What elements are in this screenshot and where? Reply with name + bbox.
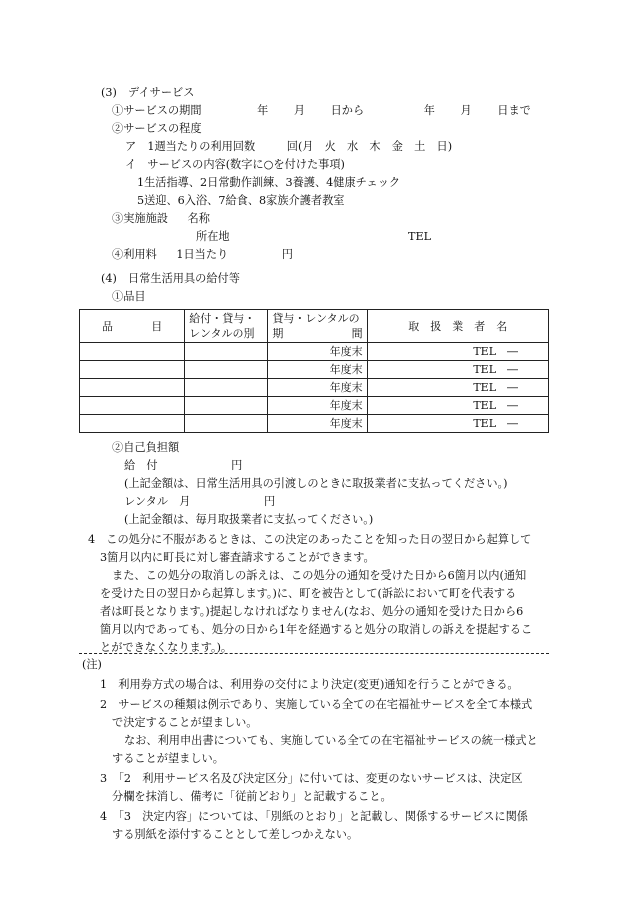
dealer-tel-cell: TEL ―	[367, 379, 548, 397]
rental-label: レンタル 月	[124, 495, 191, 508]
self-burden-label: ②自己負担額	[112, 441, 180, 454]
service-period-row	[112, 103, 531, 118]
start-year: 年	[257, 104, 269, 117]
facility-name-label: 名称	[187, 212, 210, 225]
appeal-line-2: 3箇月以内に町長に対し審査請求することができます。	[100, 551, 375, 564]
note-3-line-1: 3 「2 利用サービス名及び決定区分」に付いては、変更のないサービスは、決定区	[100, 772, 523, 785]
note-4-line-2: する別紙を添付することとして差しつかえない。	[112, 828, 359, 841]
equipment-table	[79, 309, 549, 433]
fee-yen: 円	[281, 248, 293, 261]
note-2-line-2: で決定することが望ましい。	[112, 716, 258, 729]
kyufu-note: (上記金額は、日常生活用具の引渡しのときに取扱業者に支払ってください。)	[124, 477, 508, 490]
appeal-line-3: また、この処分の取消しの訴えは、この処分の通知を受けた日から6箇月以内(通知	[112, 569, 527, 582]
dealer-tel-cell: TEL ―	[367, 415, 548, 433]
fee-row	[112, 247, 293, 262]
rental-note: (上記金額は、毎月取扱業者に支払ってください。)	[124, 513, 374, 526]
dealer-tel-cell: TEL ―	[367, 343, 548, 361]
table-header-row	[80, 310, 549, 343]
note-2-line-1: 2 サービスの種類は例示であり、実施している全ての在宅福祉サービスを全て本様式	[100, 698, 533, 711]
period-cell: 年度末	[268, 415, 367, 433]
appeal-line-4: を受けた日の翌日から起算します。)に、町を被告として(訴訟において町を代表する	[100, 587, 517, 600]
table-row	[80, 379, 549, 397]
facility-address-label: 所在地	[196, 230, 230, 243]
kyufu-row	[124, 458, 242, 473]
kyufu-label: 給 付	[124, 459, 158, 472]
fee-label: ④利用料	[112, 248, 157, 261]
fee-per-day: 1日当たり	[176, 248, 229, 261]
dashed-divider	[79, 653, 549, 654]
end-month: 月	[460, 104, 472, 117]
service-period-label: ①サービスの期間	[112, 104, 202, 117]
header-type: 給付・貸与・ レンタルの別	[185, 310, 268, 343]
service-content-label: イ サービスの内容(数字に○を付けた事項)	[125, 158, 345, 171]
table-row	[80, 397, 549, 415]
appeal-line-6: 箇月以内であっても、処分の日から1年を経過すると処分の取消しの訴えを提起するこ	[100, 623, 533, 636]
facility-label: ③実施施設	[112, 212, 168, 225]
table-row	[80, 343, 549, 361]
header-item: 品 目	[80, 310, 185, 343]
note-2-line-4: することが望ましい。	[112, 752, 224, 765]
period-cell: 年度末	[268, 343, 367, 361]
header-period: 貸与・レンタルの 期 間	[268, 310, 367, 343]
section-3-heading: (3) デイサービス	[101, 86, 195, 99]
appeal-line-7: とができなくなります。)。	[100, 641, 233, 654]
note-3-line-2: 分欄を抹消し、備考に「従前どおり」と記載すること。	[112, 790, 392, 803]
appeal-line-1: 4 この処分に不服があるときは、この決定のあったことを知った日の翌日から起算して	[88, 533, 532, 546]
header-dealer: 取 扱 業 者 名	[367, 310, 548, 343]
section-4-heading: (4) 日常生活用具の給付等	[101, 272, 240, 285]
service-items-line-2: 5送迎、6入浴、7給食、8家族介護者教室	[137, 194, 345, 207]
item-label: ①品目	[112, 290, 146, 303]
dealer-tel-cell: TEL ―	[367, 361, 548, 379]
notes-heading: (注)	[82, 658, 102, 671]
note-2-line-3: なお、利用申出書についても、実施している全ての在宅福祉サービスの統一様式と	[124, 734, 538, 747]
period-cell: 年度末	[268, 397, 367, 415]
end-day: 日まで	[497, 104, 531, 117]
dealer-tel-cell: TEL ―	[367, 397, 548, 415]
service-degree-label: ②サービスの程度	[112, 122, 202, 135]
start-month: 月	[293, 104, 306, 117]
facility-tel-label: TEL	[408, 230, 432, 243]
appeal-line-5: 者は町長となります。)提起しなければなりません(なお、処分の通知を受けた日から6	[100, 605, 524, 618]
weekly-usage-row	[125, 139, 452, 154]
note-1: 1 利用券方式の場合は、利用券の交付により決定(変更)通知を行うことができる。	[100, 678, 519, 691]
rental-yen: 円	[263, 495, 276, 508]
start-day: 日から	[330, 104, 365, 117]
rental-row	[124, 494, 275, 509]
period-cell: 年度末	[268, 361, 367, 379]
service-items-line-1: 1生活指導、2日常動作訓練、3養護、4健康チェック	[137, 176, 401, 189]
table-row	[80, 361, 549, 379]
weekly-usage-label: ア 1週当たりの利用回数	[125, 140, 256, 153]
note-4-line-1: 4 「3 決定内容」については、「別紙のとおり」と記載し、関係するサービスに関係	[100, 810, 528, 823]
table-row	[80, 415, 549, 433]
facility-row	[112, 211, 210, 226]
weekly-usage-days: 回(月 火 水 木 金 土 日)	[286, 140, 453, 153]
end-year: 年	[423, 104, 435, 117]
period-cell: 年度末	[268, 379, 367, 397]
kyufu-yen: 円	[231, 459, 243, 472]
